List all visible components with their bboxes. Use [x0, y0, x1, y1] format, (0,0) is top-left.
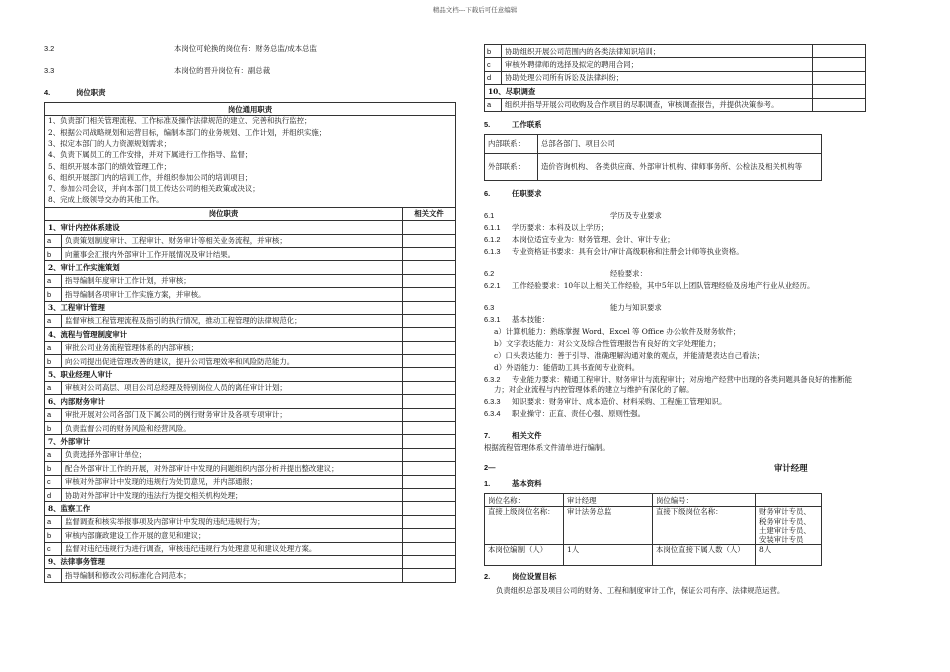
- section-title: 学历及专业要求: [610, 210, 662, 220]
- row-index: b: [45, 288, 62, 301]
- related-doc-cell: [403, 448, 456, 461]
- row-text: 负责监督公司的财务风险和经营风险。: [62, 422, 403, 435]
- related-doc-cell: [403, 328, 456, 341]
- table-row: [45, 422, 456, 435]
- position-code-label: 岗位编号：: [653, 493, 756, 506]
- section-row: [45, 328, 456, 341]
- contact-value: 总部各部门、项目公司: [538, 134, 822, 153]
- table-row: [485, 153, 822, 180]
- supervisor-value: 审计法务总监: [564, 507, 653, 545]
- skill-item: [484, 327, 910, 339]
- position-name-label: 岗位名称：: [485, 493, 564, 506]
- general-duties-table: [44, 102, 456, 208]
- table-row: [45, 542, 456, 555]
- related-doc-cell: [403, 314, 456, 327]
- table-row: [45, 408, 456, 421]
- row-text: 负责策划制度审计、工程审计、财务审计等相关业务流程，并审核；: [62, 234, 403, 247]
- req-6-3-2: [484, 375, 910, 385]
- contact-label: 外部联系：: [485, 153, 538, 180]
- item-text: 本岗位适宜专业为：财务管理、会计、审计专业；: [512, 234, 675, 244]
- related-docs-column-header: 相关文件: [403, 207, 456, 220]
- section-row: [45, 502, 456, 515]
- left-column: [44, 44, 456, 583]
- section-text: 本岗位可轮换的岗位有：财务总监/成本总监: [174, 44, 317, 53]
- table-row: [45, 448, 456, 461]
- related-doc-cell: [403, 408, 456, 421]
- general-item: 7、参加公司会议，并向本部门员工传达公司的相关政策或决议；: [48, 184, 260, 194]
- related-doc-cell: [403, 515, 456, 528]
- req-6-1-1: [484, 223, 910, 235]
- skill-item: [484, 363, 910, 375]
- table-row: [45, 462, 456, 475]
- section-7-heading: [484, 431, 910, 443]
- section-title: 岗位职责: [76, 88, 106, 97]
- row-index: d: [45, 488, 62, 501]
- item-text: 职业操守：正直、责任心强、原则性强。: [512, 408, 646, 418]
- row-text: 协助对外部审计中发现的违法行为提交相关机构处理；: [62, 488, 403, 501]
- contact-label: 内部联系：: [485, 134, 538, 153]
- section-title: 相关文件: [512, 430, 542, 440]
- related-doc-cell: [403, 502, 456, 515]
- row-text: 指导编制年度审计工作计划，并审核；: [62, 274, 403, 287]
- related-doc-cell: [403, 555, 456, 568]
- related-doc-cell: [403, 221, 456, 234]
- skill-text: d）外语能力：能借助工具书查阅专业资料。: [494, 362, 640, 372]
- general-duties-list: [45, 116, 456, 207]
- table-row: [485, 134, 822, 153]
- table-row: [45, 234, 456, 247]
- part-title: 审计经理: [774, 462, 808, 473]
- section-3-3: [44, 66, 456, 88]
- section-2-text: [484, 586, 910, 598]
- table-row: [45, 488, 456, 501]
- section-title: 能力与知识要求: [610, 302, 662, 312]
- table-row: [45, 381, 456, 394]
- related-doc-cell: [403, 234, 456, 247]
- row-text: 协助处理公司所有诉讼及法律纠纷；: [502, 71, 813, 84]
- section-4-heading: [44, 88, 456, 102]
- req-6-3-4: [484, 409, 910, 431]
- related-doc-cell: [403, 475, 456, 488]
- section-number: 6.2: [484, 268, 495, 278]
- section-number: 6.3: [484, 302, 495, 312]
- table-row: [45, 274, 456, 287]
- section-row: [45, 301, 456, 314]
- related-doc-cell: [813, 98, 866, 111]
- related-doc-cell: [403, 355, 456, 368]
- subordinate-label: 直接下级岗位名称：: [653, 507, 756, 545]
- row-index: b: [45, 462, 62, 475]
- req-6-2: [484, 269, 910, 281]
- section-number: 3.2: [44, 44, 55, 53]
- section-title: 2、审计工作实施策划: [45, 261, 403, 274]
- row-text: 负责选择外部审计单位；: [62, 448, 403, 461]
- row-text: 配合外部审计工作的开展，对外部审计中发现的问题组织内部分析并提出整改建议；: [62, 462, 403, 475]
- row-index: b: [45, 422, 62, 435]
- related-doc-cell: [403, 488, 456, 501]
- skill-item: [484, 351, 910, 363]
- skill-text: c）口头表达能力：善于引导、准确理解沟通对象的观点，并能清楚表达自己看法；: [494, 350, 765, 360]
- general-item: 5、组织开展本部门的绩效管理工作；: [48, 161, 171, 171]
- table-row: [45, 475, 456, 488]
- section-title: 工作联系: [512, 119, 542, 129]
- related-doc-cell: [403, 542, 456, 555]
- section-number: 7.: [484, 430, 491, 440]
- req-6-3-2-cont: [484, 385, 910, 397]
- part-2-heading: [484, 463, 910, 479]
- section-row: [45, 221, 456, 234]
- row-text: 监督审核工程管理流程及指引的执行情况，推动工程管理的法律规范化；: [62, 314, 403, 327]
- row-text: 审核对公司高层、项目公司总经理及特别岗位人员的离任审计计划；: [62, 381, 403, 394]
- general-item: 4、负责下属员工的工作安排，并对下属进行工作指导、监督；: [48, 150, 253, 160]
- item-number: 6.3.3: [484, 396, 501, 406]
- item-number: 6.1.2: [484, 234, 501, 244]
- row-index: a: [45, 408, 62, 421]
- related-doc-cell: [403, 381, 456, 394]
- part-number: 2—: [484, 462, 496, 472]
- section-number: 1.: [484, 478, 491, 488]
- section-number: 2.: [484, 572, 491, 582]
- section-number: 4.: [44, 88, 51, 97]
- paragraph: 负责组织总部及项目公司的财务、工程和制度审计工作，保证公司有序、法律规范运营。: [496, 586, 785, 596]
- section-title: 8、监察工作: [45, 502, 403, 515]
- item-number: 6.1.3: [484, 246, 501, 256]
- section-row: [45, 368, 456, 381]
- contact-value: 造价咨询机构、 各类供应商、外部审计机构、律师事务所、公检法及相关机构等: [538, 153, 822, 180]
- row-text: 监督调查和核实举报事项及内部审计中发现的违纪违规行为；: [62, 515, 403, 528]
- row-index: a: [45, 314, 62, 327]
- related-doc-cell: [813, 45, 866, 58]
- legal-duties-continued-table: [484, 44, 866, 112]
- general-item: 1、负责部门相关管理流程、工作标准及操作法律规范的建立、完善和执行监控；: [48, 116, 312, 126]
- related-doc-cell: [403, 288, 456, 301]
- subordinate-count-value: 8人: [756, 545, 822, 566]
- table-row: [45, 247, 456, 260]
- section-2-heading: [484, 572, 910, 586]
- section-title: 9、法律事务管理: [45, 555, 403, 568]
- section-title: 任职要求: [512, 188, 542, 198]
- section-title: 5、职业经理人审计: [45, 368, 403, 381]
- section-number: 5.: [484, 119, 491, 129]
- headcount-value: 1人: [564, 545, 653, 566]
- right-column: [484, 44, 910, 598]
- related-doc-cell: [403, 529, 456, 542]
- duties-table: [44, 207, 456, 583]
- row-index: b: [45, 355, 62, 368]
- item-text: 知识要求：财务审计、成本造价、材料采购、工程施工管理知识。: [512, 396, 727, 406]
- section-number: 6.: [484, 188, 491, 198]
- row-index: a: [45, 515, 62, 528]
- row-text: 组织并指导开展公司收购及合作项目的尽职调查，审核调查报告，并提供决策参考。: [502, 98, 813, 111]
- section-title: 岗位设置目标: [512, 572, 557, 582]
- row-index: a: [45, 569, 62, 582]
- page-header-note: 精品文档---下载后可任意编辑: [432, 6, 518, 14]
- section-3-2: [44, 44, 456, 66]
- row-text: 监督对违纪违规行为进行调查，审核违纪违规行为处理意见和建议处理方案。: [62, 542, 403, 555]
- section-title: 经验要求：: [610, 268, 647, 278]
- duties-column-header: 岗位职责: [45, 207, 403, 220]
- related-doc-cell: [403, 261, 456, 274]
- table-row: [485, 45, 866, 58]
- row-text: 审核内部廉政建设工作开展的意见和建议；: [62, 529, 403, 542]
- general-item: 3、拟定本部门的人力资源规划需求；: [48, 138, 171, 148]
- contacts-table: [484, 134, 822, 181]
- related-doc-cell: [813, 85, 866, 98]
- row-text: 审核对外部审计中发现的违规行为处罚意见，并内部通报；: [62, 475, 403, 488]
- section-title: 4、流程与管理制度审计: [45, 328, 403, 341]
- section-row: [45, 395, 456, 408]
- section-text: 本岗位的晋升岗位有：副总裁: [174, 66, 271, 75]
- section-title: 基本资料: [512, 478, 542, 488]
- related-doc-cell: [403, 301, 456, 314]
- row-text: 审批公司业务流程管理体系的内部审核；: [62, 341, 403, 354]
- row-text: 向公司提出促进管理改善的建议，提升公司管理效率和风险防范能力。: [62, 355, 403, 368]
- item-text: 学历要求：本科及以上学历；: [512, 222, 609, 232]
- section-title: 10、尽职调查: [485, 85, 813, 98]
- row-index: c: [45, 475, 62, 488]
- req-6-1-2: [484, 235, 910, 247]
- row-index: b: [45, 529, 62, 542]
- req-6-3-1: [484, 315, 910, 327]
- item-number: 6.3.4: [484, 408, 501, 418]
- row-text: 指导编制和修改公司标准化合同范本；: [62, 569, 403, 582]
- row-text: 审批开展对公司各部门及下属公司的例行财务审计及各项专项审计；: [62, 408, 403, 421]
- section-7-text: [484, 443, 910, 463]
- paragraph: 根据流程管理体系文件清单进行编制。: [484, 442, 610, 452]
- item-text: 专业能力要求：精通工程审计、财务审计与流程审计；对房地产经营中出现的各类问题具备良好的推断能: [512, 374, 852, 384]
- section-title: 3、工程审计管理: [45, 301, 403, 314]
- section-row: [45, 435, 456, 448]
- row-index: a: [45, 274, 62, 287]
- item-number: 6.1.1: [484, 222, 501, 232]
- table-row: [45, 355, 456, 368]
- section-number: 3.3: [44, 66, 55, 75]
- section-number: 6.1: [484, 210, 495, 220]
- req-6-1: [484, 211, 910, 223]
- general-item: 2、根据公司战略规划和运营目标，编制本部门的业务规划、工作计划，并组织实施；: [48, 127, 327, 137]
- table-row: [485, 507, 822, 545]
- position-code-value: [756, 493, 822, 506]
- row-text: 指导编制各项审计工作实施方案，并审核。: [62, 288, 403, 301]
- item-number: 6.3.2: [484, 374, 501, 384]
- item-number: 6.2.1: [484, 280, 501, 290]
- related-doc-cell: [403, 368, 456, 381]
- section-6-heading: [484, 189, 910, 211]
- table-row: [485, 98, 866, 111]
- subordinate-value: 财务审计专员、税务审计专员、土建审计专员、安装审计专员: [756, 507, 822, 545]
- related-doc-cell: [403, 462, 456, 475]
- subordinate-count-label: 本岗位直接下属人数（人）: [653, 545, 756, 566]
- general-item: 6、组织开展部门内的培训工作，并组织参加公司的培训项目；: [48, 172, 253, 182]
- related-doc-cell: [403, 274, 456, 287]
- table-row: [45, 288, 456, 301]
- row-index: c: [485, 58, 502, 71]
- skill-text: a）计算机能力：熟练掌握 Word、Excel 等 Office 办公软件及财务软件；: [494, 326, 741, 336]
- row-index: b: [485, 45, 502, 58]
- section-title: 1、审计内控体系建设: [45, 221, 403, 234]
- headcount-label: 本岗位编制（人）: [485, 545, 564, 566]
- item-text: 基本技能：: [512, 314, 549, 324]
- skill-text: b）文字表达能力：对公文及综合性管理报告有良好的文字处理能力；: [494, 338, 721, 348]
- row-index: c: [45, 542, 62, 555]
- related-doc-cell: [813, 58, 866, 71]
- section-1-heading: [484, 479, 910, 493]
- table-row: [485, 493, 822, 506]
- table-row: [45, 569, 456, 582]
- general-item: 8、完成上级领导交办的其他工作。: [48, 195, 164, 205]
- related-doc-cell: [403, 247, 456, 260]
- section-row: [485, 85, 866, 98]
- related-doc-cell: [403, 395, 456, 408]
- table-row: [45, 529, 456, 542]
- row-index: b: [45, 247, 62, 260]
- item-number: 6.3.1: [484, 314, 501, 324]
- row-index: a: [45, 234, 62, 247]
- table-row: [485, 58, 866, 71]
- related-doc-cell: [813, 71, 866, 84]
- row-text: 向董事会汇报内外部审计工作开展情况及审计结果。: [62, 247, 403, 260]
- row-index: a: [45, 448, 62, 461]
- table-row: [45, 515, 456, 528]
- section-5-heading: [484, 120, 910, 134]
- section-row: [45, 555, 456, 568]
- row-text: 协助组织开展公司范围内的各类法律知识培训；: [502, 45, 813, 58]
- row-text: 审核外聘律师的选择及拟定的聘用合同；: [502, 58, 813, 71]
- section-row: [45, 261, 456, 274]
- related-doc-cell: [403, 341, 456, 354]
- general-duties-title: 岗位通用职责: [45, 103, 456, 116]
- supervisor-label: 直接上级岗位名称：: [485, 507, 564, 545]
- row-index: a: [45, 381, 62, 394]
- section-title: 7、外部审计: [45, 435, 403, 448]
- row-index: a: [485, 98, 502, 111]
- table-row: [45, 314, 456, 327]
- related-doc-cell: [403, 422, 456, 435]
- item-text: 力；对企业流程与内控管理体系的建立与维护有深化的了解。: [494, 384, 694, 394]
- table-row: [485, 71, 866, 84]
- position-name-value: 审计经理: [564, 493, 653, 506]
- req-6-1-3: [484, 247, 910, 269]
- row-index: d: [485, 71, 502, 84]
- item-text: 专业资格证书要求：具有会计/审计高级职称和注册会计师等执业资格。: [512, 246, 744, 256]
- basic-info-table: [484, 493, 822, 566]
- related-doc-cell: [403, 569, 456, 582]
- req-6-2-1: [484, 281, 910, 303]
- section-title: 6、内部财务审计: [45, 395, 403, 408]
- table-row: [45, 341, 456, 354]
- req-6-3-3: [484, 397, 910, 409]
- skill-item: [484, 339, 910, 351]
- related-doc-cell: [403, 435, 456, 448]
- row-index: a: [45, 341, 62, 354]
- req-6-3: [484, 303, 910, 315]
- table-row: [485, 545, 822, 566]
- item-text: 工作经验要求：10年以上相关工作经验，其中5年以上团队管理经验及房地产行业从业经历。: [512, 280, 815, 290]
